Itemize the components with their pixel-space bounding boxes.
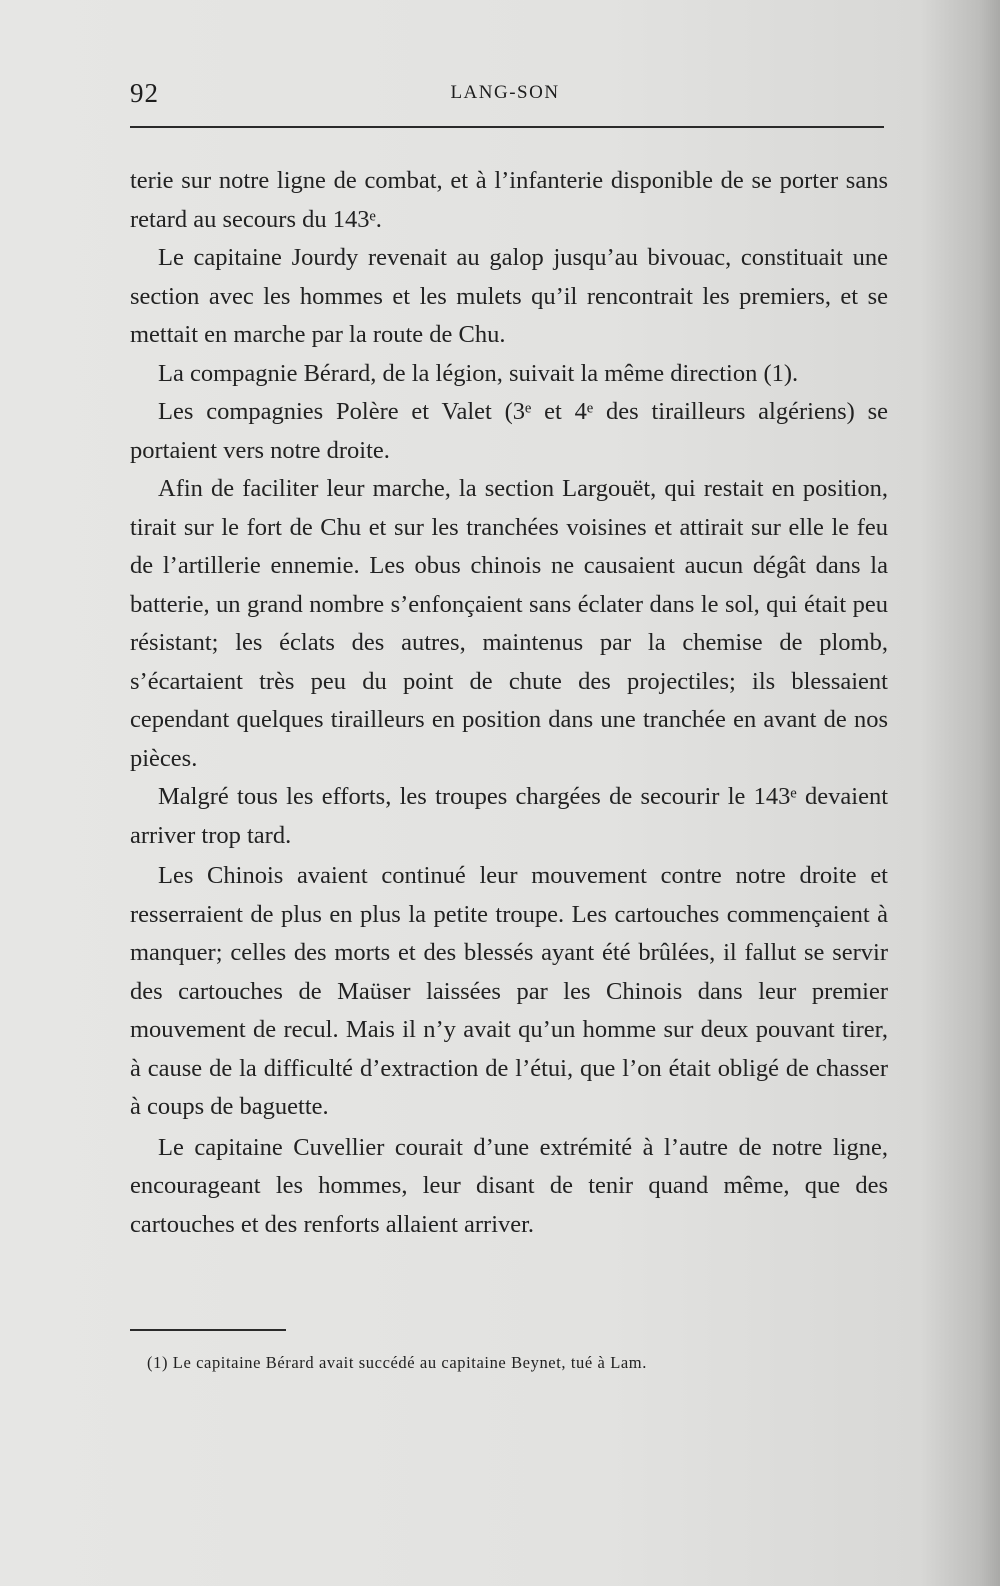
header-rule [130, 126, 884, 128]
footnote: (1) Le capitaine Bérard avait succédé au capitaine Beynet, tué à Lam. [147, 1353, 647, 1372]
paragraph: terie sur notre ligne de combat, et à l’infanterie disponible de se porter sans retard au secours du 143ᵉ. [130, 167, 888, 233]
paragraph: La compagnie Bérard, de la légion, suivait la même direction (1). [158, 359, 799, 387]
running-title: LANG-SON [450, 82, 560, 103]
paragraph: Les Chinois avaient continué leur mouvement contre notre droite et resserraient de plus en plus la petite troupe. Les cartouches commençaient à manquer; celles des morts et des blessés ayant été brûlées, il fallut se servir des cartouches de Maüser laissées par les Chinois dans leur premier mouvement de recul. Mais il n’y avait qu’un homme sur deux pouvant tirer, à cause de la difficulté d’extraction de l’étui, que l’on était obligé de chasser à coups de baguette. [130, 862, 888, 1120]
paragraph: Le capitaine Jourdy revenait au galop jusqu’au bivouac, constituait une section avec les hommes et les mulets qu’il rencontrait les premiers, et se mettait en marche par la route de Chu. [130, 244, 888, 348]
paragraph: Le capitaine Cuvellier courait d’une extrémité à l’autre de notre ligne, encourageant les hommes, leur disant de tenir quand même, que des cartouches et des renforts allaient arriver. [130, 1133, 888, 1238]
paragraph: Les compagnies Polère et Valet (3ᵉ et 4ᵉ des tirailleurs algériens) se portaient vers notre droite. [130, 398, 888, 464]
paragraph: Malgré tous les efforts, les troupes chargées de secourir le 143ᵉ devaient arriver trop tard. [130, 783, 888, 849]
page-number: 92 [130, 78, 159, 108]
paragraph: Afin de faciliter leur marche, la section Largouët, qui restait en position, tirait sur le fort de Chu et sur les tranchées voisines et attirait sur elle le feu de l’artillerie ennemie. Les obus chinois ne causaient aucun dégât dans la batterie, un grand nombre s’enfonçaient sans éclater dans le sol, qui était peu résistant; les éclats des autres, maintenus par la chemise de plomb, s’écartaient très peu du point de chute des projectiles; ils blessaient cependant quelques tirailleurs en position dans une tranchée en avant de nos pièces. [130, 475, 888, 772]
footnote-rule [130, 1329, 286, 1331]
body-text [130, 162, 888, 1244]
